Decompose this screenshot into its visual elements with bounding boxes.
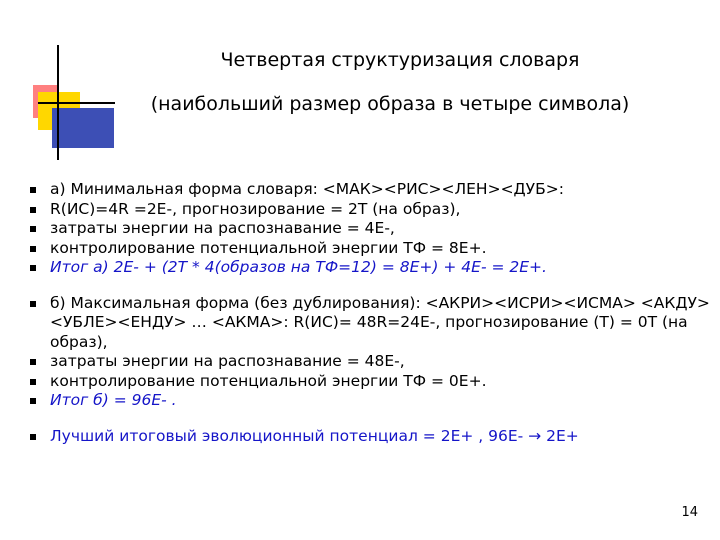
bullet-list — [30, 180, 710, 446]
bullet-item: затраты энергии на распознавание = 4E-, — [30, 219, 710, 239]
bullet-item: а) Минимальная форма словаря: <МАК><РИС><ЛЕН><ДУБ>: — [30, 180, 710, 200]
bullet-item: затраты энергии на распознавание = 48E-, — [30, 352, 710, 372]
slide-title: Четвертая структуризация словаря — [220, 49, 580, 71]
bullet-item-total-a: Итог а) 2E- + (2T * 4(образов на ТФ=12) = 8E+) + 4E- = 2E+. — [30, 258, 710, 278]
bullet-item: контролирование потенциальной энергии ТФ = 0E+. — [30, 372, 710, 392]
slide-subtitle: (наибольший размер образа в четыре символа) — [150, 93, 630, 115]
page-number: 14 — [681, 505, 698, 520]
decorative-logo — [0, 0, 120, 170]
bullet-item: б) Максимальная форма (без дублирования): <АКРИ><ИСРИ><ИСМА> <АКДУ><УБЛЕ><ЕНДУ> … <АКМА>: R(ИС)= 48R=24E-, прогнозирование (T) = 0T (на образ), — [30, 294, 710, 353]
bullet-item: R(ИС)=4R =2E-, прогнозирование = 2T (на образ), — [30, 200, 710, 220]
bullet-item-conclusion: Лучший итоговый эволюционный потенциал = 2E+ , 96E- → 2E+ — [30, 427, 710, 447]
bullet-item: контролирование потенциальной энергии ТФ = 8E+. — [30, 239, 710, 259]
bullet-item-total-b: Итог б) = 96E- . — [30, 391, 710, 411]
